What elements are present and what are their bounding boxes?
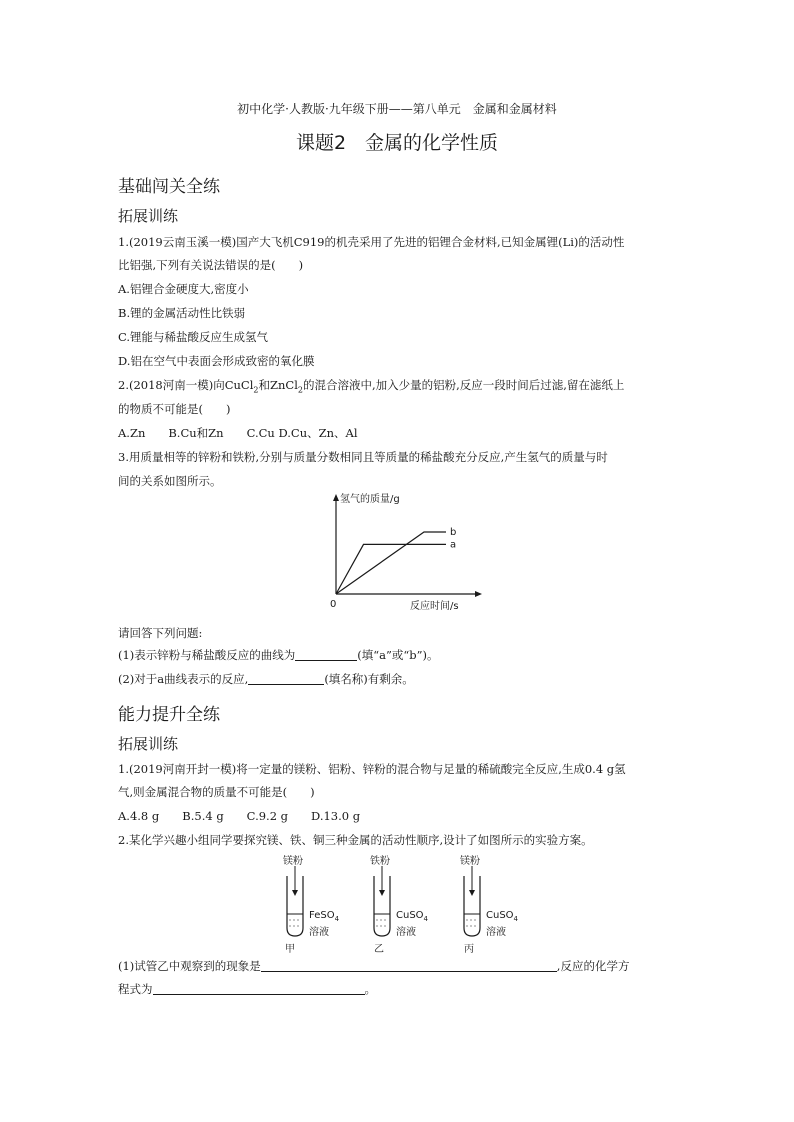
tube-jia-solution-word: 溶液 <box>309 927 329 938</box>
q1-option-c: C.锂能与稀盐酸反应生成氢气 <box>118 330 269 344</box>
x-axis-arrow <box>475 591 482 597</box>
hydrogen-time-chart <box>318 490 488 615</box>
test-tube-bing <box>460 852 530 955</box>
adv-q2-line1: 2.某化学兴趣小组同学要探究镁、铁、铜三种金属的活动性顺序,设计了如图所示的实验方案。 <box>118 833 593 847</box>
tube-jia-name: 甲 <box>285 944 295 955</box>
series-line-b <box>336 532 446 594</box>
series-label-a: a <box>450 539 457 551</box>
adv-q1-line2: 气,则金属混合物的质量不可能是( ) <box>118 785 315 799</box>
test-tube-jia <box>283 852 353 955</box>
q2-line1: 2.(2018河南一模)向CuCl$_2$和ZnCl$_2$的混合溶液中,加入少量的铝粉,反应一段时间后过滤,留在滤纸上 <box>118 378 625 395</box>
adv-q1-line1: 1.(2019河南开封一模)将一定量的镁粉、铝粉、锌粉的混合物与足量的稀硫酸完全反应,生成0.4 g氢 <box>118 762 626 776</box>
q2-line2: 的物质不可能是( ) <box>118 402 231 416</box>
adv-q1-options: A.4.8 g B.5.4 g C.9.2 g D.13.0 g <box>118 809 361 823</box>
q2-subscript-1: 2 <box>253 385 259 395</box>
q3-prompt: 请回答下列问题: <box>118 626 203 640</box>
q1-option-a: A.铝锂合金硬度大,密度小 <box>118 282 249 296</box>
tube-bing-solution: CuSO$_4$ <box>486 910 519 923</box>
tube-bing-solution-word: 溶液 <box>486 927 506 938</box>
q3-sub1: (1)表示锌粉与稀盐酸反应的曲线为 (填“a”或“b”)。 <box>118 648 439 662</box>
tube-jia-top-label: 镁粉 <box>283 856 303 867</box>
q3-line1: 3.用质量相等的锌粉和铁粉,分别与质量分数相同且等质量的稀盐酸充分反应,产生氢气的质量与时 <box>118 450 608 464</box>
q1-option-d: D.铝在空气中表面会形成致密的氧化膜 <box>118 354 315 368</box>
answer-blank-phenomenon[interactable] <box>261 959 557 972</box>
section-basic-heading: 基础闯关全练 <box>118 177 220 197</box>
series-label-b: b <box>450 527 457 538</box>
q1-option-b: B.锂的金属活动性比铁弱 <box>118 306 246 320</box>
q2-options: A.Zn B.Cu和Zn C.Cu D.Cu、Zn、Al <box>118 426 358 440</box>
q2-subscript-2: 2 <box>297 385 303 395</box>
answer-blank-curve[interactable] <box>295 648 357 661</box>
y-axis-arrow <box>333 494 339 501</box>
tube-jia-solution: FeSO$_4$ <box>309 910 340 923</box>
answer-blank-equation[interactable] <box>153 982 365 995</box>
section-basic-subheading: 拓展训练 <box>118 207 179 225</box>
y-axis-label: 氢气的质量/g <box>340 494 400 505</box>
q3-line2: 间的关系如图所示。 <box>118 474 222 488</box>
q1-line2: 比铝强,下列有关说法错误的是( ) <box>118 258 304 272</box>
tube-yi-name: 乙 <box>374 944 384 955</box>
series-line-a <box>336 544 446 594</box>
q3-sub2: (2)对于a曲线表示的反应, (填名称)有剩余。 <box>118 672 414 686</box>
tube-yi-solution-word: 溶液 <box>396 927 416 938</box>
adv-q2-sub1-line1: (1)试管乙中观察到的现象是 ,反应的化学方 <box>118 959 630 973</box>
tube-yi-top-label: 铁粉 <box>370 856 390 867</box>
section-advanced-heading: 能力提升全练 <box>118 705 220 725</box>
tube-yi-solution: CuSO$_4$ <box>396 910 429 923</box>
tube-bing-top-label: 镁粉 <box>460 856 480 867</box>
page-title: 课题2 金属的化学性质 <box>295 132 499 154</box>
page-header: 初中化学·人教版·九年级下册——第八单元 金属和金属材料 <box>237 102 557 116</box>
adv-q2-sub1-line2: 程式为 。 <box>118 982 376 996</box>
origin-label: 0 <box>330 599 337 610</box>
x-axis-label: 反应时间/s <box>410 601 459 612</box>
section-advanced-subheading: 拓展训练 <box>118 735 179 753</box>
answer-blank-remaining[interactable] <box>248 672 324 685</box>
q1-line1: 1.(2019云南玉溪一模)国产大飞机C919的机壳采用了先进的铝锂合金材料,已知金属锂(Li)的活动性 <box>118 235 625 249</box>
tube-bing-name: 丙 <box>464 944 474 955</box>
test-tube-yi <box>370 852 440 955</box>
